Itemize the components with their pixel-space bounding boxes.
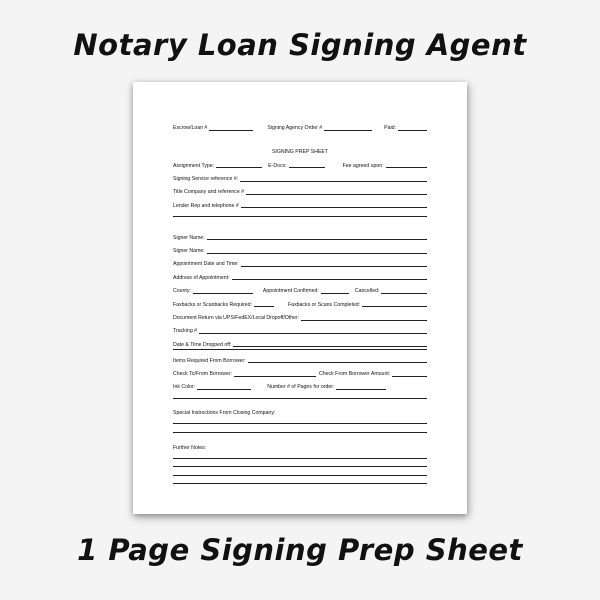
title-company-field[interactable]	[246, 194, 427, 195]
further-notes-row	[173, 438, 427, 451]
special-instructions-label: Special Instructions From Closing Company:	[173, 410, 276, 417]
signing-prep-form	[173, 118, 427, 485]
appointment-date-row	[173, 254, 427, 267]
county-field[interactable]	[193, 293, 253, 294]
escrow-field[interactable]	[209, 130, 253, 131]
appointment-address-row	[173, 268, 427, 281]
appointment-address-label: Address of Appointment:	[173, 274, 230, 281]
fee-agreed-label: Fee agreed upon:	[342, 162, 384, 169]
document-return-label: Document Return via UPS/FedEX/Local Dropoff/Other:	[173, 314, 300, 321]
county-row	[173, 281, 427, 294]
tracking-field[interactable]	[199, 333, 427, 334]
lender-rep-extra-line[interactable]	[173, 209, 427, 218]
faxbacks-completed-label: Faxbacks or Scans Completed:	[288, 301, 361, 308]
check-amount-label: Check From Borrower Amount:	[319, 371, 391, 378]
signer2-field[interactable]	[207, 253, 427, 254]
appointment-date-field[interactable]	[241, 266, 427, 267]
signer2-label: Signer Name:	[173, 248, 205, 255]
pages-for-order-field[interactable]	[336, 389, 386, 390]
escrow-label: Escrow/Loan #	[173, 125, 208, 132]
signer1-field[interactable]	[207, 239, 427, 240]
items-required-field[interactable]	[248, 362, 427, 363]
title-company-row	[173, 182, 427, 195]
ink-color-field[interactable]	[197, 389, 251, 390]
further-notes-line-2[interactable]	[173, 459, 427, 468]
special-instructions-line-2[interactable]	[173, 425, 427, 434]
signing-agency-order-label: Signing Agency Order #	[267, 125, 323, 132]
appointment-address-field[interactable]	[232, 279, 427, 280]
edocs-field[interactable]	[289, 167, 325, 168]
form-title: SIGNING PREP SHEET	[271, 149, 329, 156]
signer1-row	[173, 227, 427, 240]
ink-extra-line[interactable]	[173, 391, 427, 400]
form-title-row	[173, 141, 427, 155]
date-dropped-label: Date & Time Dropped off:	[173, 341, 232, 348]
items-required-label: Items Required From Borrower:	[173, 357, 246, 364]
signing-service-ref-field[interactable]	[240, 181, 427, 182]
ink-color-row	[173, 377, 427, 390]
signing-service-ref-label: Signing Service reference #:	[173, 175, 239, 182]
lender-rep-field[interactable]	[241, 207, 427, 208]
faxbacks-required-label: Faxbacks or Scanbacks Required:	[173, 301, 253, 308]
prep-sheet-page	[133, 82, 467, 514]
appointment-confirmed-field[interactable]	[321, 293, 349, 294]
further-notes-line-3[interactable]	[173, 468, 427, 477]
paid-field[interactable]	[398, 130, 427, 131]
faxbacks-row	[173, 294, 427, 307]
document-return-row	[173, 308, 427, 321]
ink-color-label: Ink Color:	[173, 384, 196, 391]
further-notes-line-4[interactable]	[173, 476, 427, 485]
signer1-label: Signer Name:	[173, 234, 205, 241]
fee-agreed-field[interactable]	[386, 167, 427, 168]
faxbacks-completed-field[interactable]	[362, 306, 427, 307]
further-notes-label: Further Notes:	[173, 444, 207, 451]
county-label: County:	[173, 288, 191, 295]
tracking-label: Tracking #	[173, 328, 198, 335]
check-to-from-field[interactable]	[234, 376, 316, 377]
assignment-row	[173, 155, 427, 168]
headline-bottom: 1 Page Signing Prep Sheet	[77, 533, 523, 567]
check-to-from-label: Check To/From Borrower:	[173, 371, 232, 378]
items-required-row	[173, 350, 427, 363]
date-dropped-field[interactable]	[233, 346, 427, 347]
tracking-row	[173, 321, 427, 334]
title-company-label: Title Company and reference #	[173, 189, 245, 196]
signing-service-row	[173, 169, 427, 182]
date-dropped-row	[173, 335, 427, 348]
cancelled-field[interactable]	[381, 293, 427, 294]
assignment-type-label: Assignment Type:	[173, 162, 215, 169]
signing-agency-order-field[interactable]	[324, 130, 372, 131]
lender-rep-row	[173, 196, 427, 209]
check-row	[173, 364, 427, 377]
special-instructions-line-1[interactable]	[173, 417, 427, 426]
appointment-date-label: Appointment Date and Time:	[173, 261, 239, 268]
appointment-confirmed-label: Appointment Confirmed:	[262, 288, 319, 295]
header-row	[173, 118, 427, 131]
lender-rep-label: Lender Rep and telephone #	[173, 202, 239, 209]
document-return-field[interactable]	[301, 320, 427, 321]
edocs-label: E-Docs:	[268, 162, 287, 169]
special-instructions-row	[173, 403, 427, 416]
paid-label: Paid:	[384, 125, 396, 132]
further-notes-line-1[interactable]	[173, 451, 427, 460]
assignment-type-field[interactable]	[216, 167, 262, 168]
faxbacks-required-field[interactable]	[254, 306, 274, 307]
cancelled-label: Cancelled:	[354, 288, 380, 295]
check-amount-field[interactable]	[392, 376, 427, 377]
headline-top: Notary Loan Signing Agent	[73, 28, 527, 62]
pages-for-order-label: Number # of Pages for order:	[267, 384, 335, 391]
signer2-row	[173, 241, 427, 254]
